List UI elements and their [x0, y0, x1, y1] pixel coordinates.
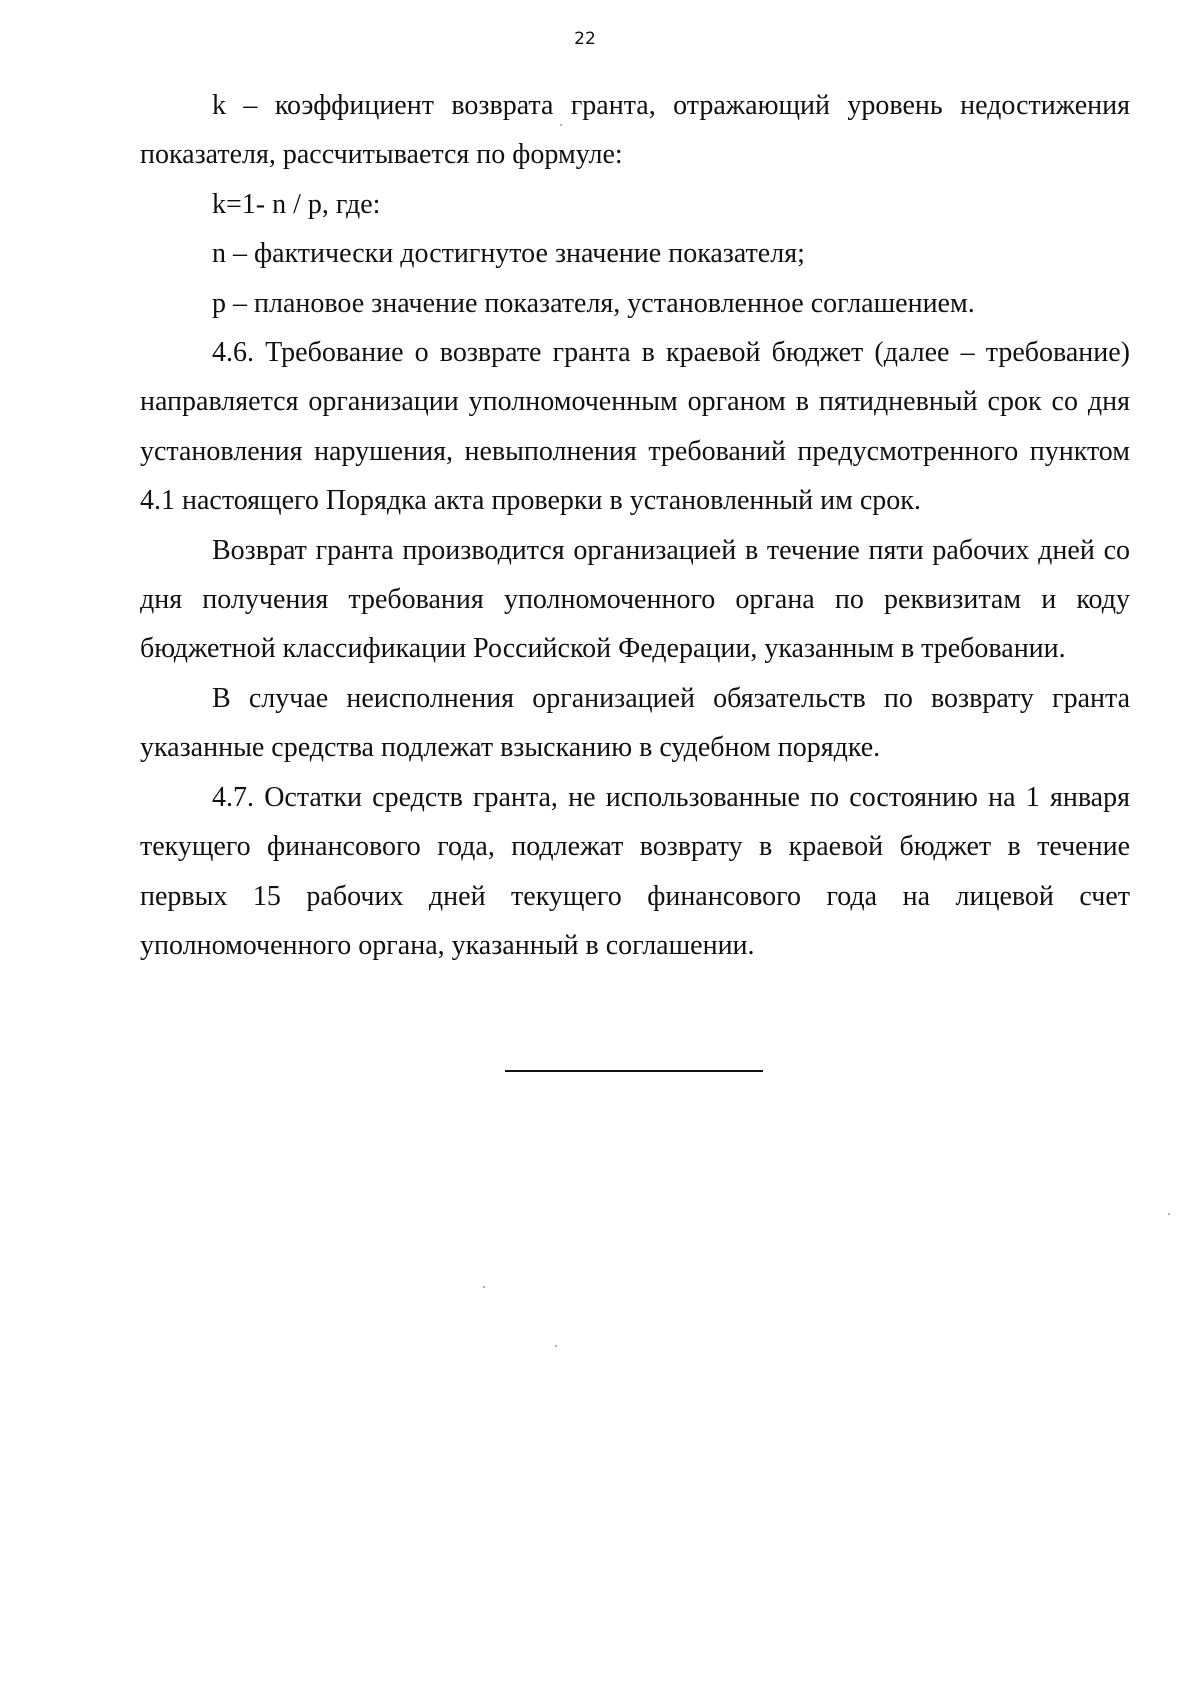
paragraph-clause-4-6: 4.6. Требование о возврате гранта в краевой бюджет (далее – требование) направляется организации уполномоченным органом в пятидневный срок со дня установления нарушения, невыполнения требований предусмотренного пунктом 4.1 настоящего Порядка акта проверки в установленный им срок. — [140, 337, 1130, 517]
paragraph-p-definition: p – плановое значение показателя, установленное соглашением. — [212, 287, 975, 319]
document-body — [140, 81, 1130, 970]
scan-speck — [555, 1345, 557, 1347]
scan-speck — [1168, 1213, 1170, 1215]
paragraph-court-recovery: В случае неисполнения организацией обязательств по возврату гранта указанные средства подлежат взысканию в судебном порядке. — [140, 682, 1130, 764]
paragraph-n-definition: n – фактически достигнутое значение показателя; — [212, 238, 805, 270]
scan-speck — [560, 124, 562, 126]
paragraph-clause-4-7: 4.7. Остатки средств гранта, не использованные по состоянию на 1 января текущего финансового года, подлежат возврату в краевой бюджет в течение первых 15 рабочих дней текущего финансового года на лицевой счет уполномоченного органа, указанный в соглашении. — [140, 781, 1130, 961]
end-of-document-rule — [505, 1070, 763, 1072]
paragraph-formula: k=1- n / p, где: — [212, 188, 381, 220]
paragraph-grant-return: Возврат гранта производится организацией в течение пяти рабочих дней со дня получения требования уполномоченного органа по реквизитам и коду бюджетной классификации Российской Федерации, указанным в требовании. — [140, 534, 1130, 665]
scan-speck — [483, 1286, 485, 1288]
paragraph-coefficient-definition: k – коэффициент возврата гранта, отражающий уровень недостижения показателя, рассчитывается по формуле: — [140, 90, 1130, 171]
page-number: 22 — [574, 29, 596, 49]
